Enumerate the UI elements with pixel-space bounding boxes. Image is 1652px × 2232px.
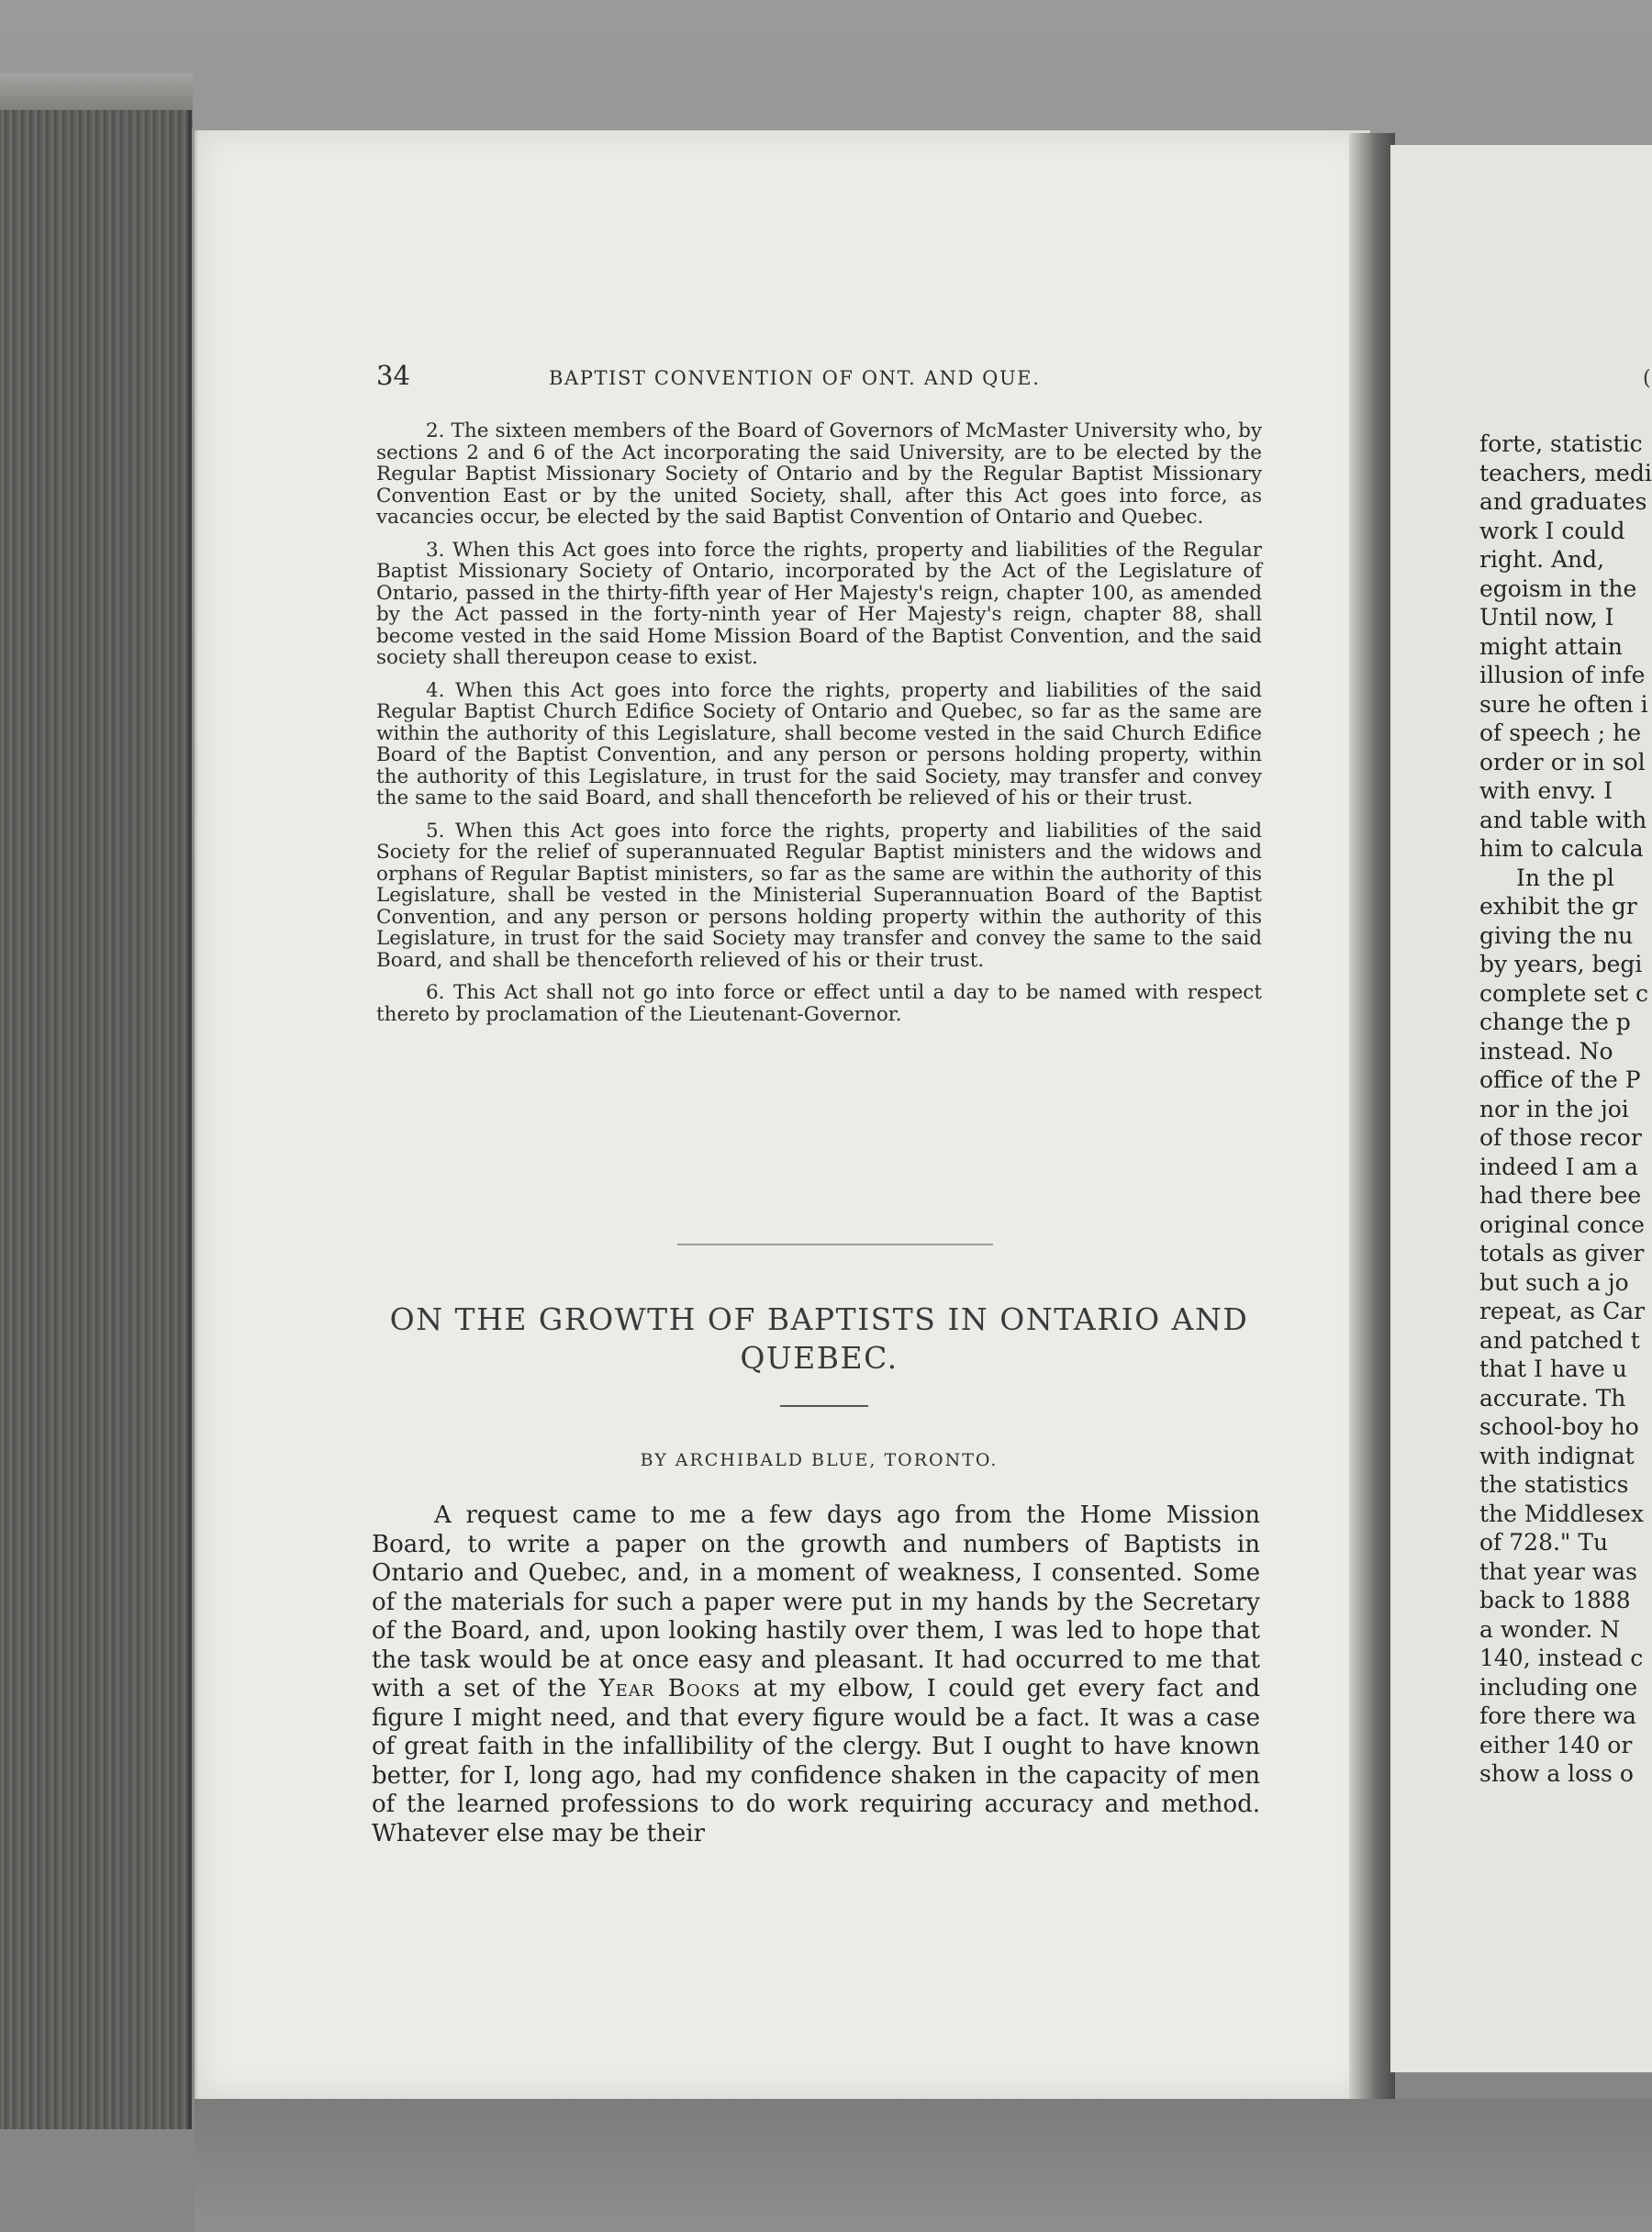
right-page-line: totals as giver [1479, 1240, 1645, 1267]
page-bottom-shadow [195, 2099, 1652, 2232]
right-page-line: original conce [1479, 1211, 1645, 1238]
right-page-line: a wonder. N [1479, 1615, 1621, 1643]
right-page-line: and patched t [1479, 1326, 1640, 1354]
act-section-4: 4. When this Act goes into force the rights, property and liabilities of the said Regular Baptist Church Edifice Society of Ontario and Quebec, so far as the same are within the authority of this Legislature, shall become vested in the said Church Edifice Board of the Baptist Convention, and any person or persons holding property, within the authority of this Legislature, in trust for the said Society, may transfer and convey the same to the said Board, and shall thenceforth be relieved of his or their trust. [376, 678, 1262, 809]
year-books-smallcaps: Year Books [598, 1675, 742, 1702]
right-page-line: 140, instead c [1479, 1645, 1644, 1671]
right-page-line: exhibit the gr [1479, 893, 1637, 920]
right-page-line: teachers, medi [1479, 459, 1652, 486]
right-page-line: of 728." Tu [1479, 1529, 1609, 1556]
article-paragraph [372, 1501, 1260, 1848]
act-section-6: 6. This Act shall not go into force or effect until a day to be named with respect thereto by proclamation of the Lieutenant-Governor. [376, 981, 1262, 1026]
running-head-title: BAPTIST CONVENTION OF ONT. AND QUE. [549, 367, 1041, 389]
act-section-3: 3. When this Act goes into force the rights, property and liabilities of the Regular Baptist Missionary Society of Ontario, incorporated by the Act of the Legislature of Ontario, passed in the thirty-fifth year of Her Majesty's reign, chapter 100, as amended by the Act passed in the forty-ninth year of Her Majesty's reign, chapter 88, shall become vested in the said Home Mission Board of the Baptist Convention, and the said society shall thereupon cease to exist. [376, 538, 1262, 669]
right-page-line: school-boy ho [1479, 1413, 1639, 1440]
act-sections [376, 420, 1262, 1036]
article-body [372, 1501, 1260, 1848]
article-title [372, 1300, 1267, 1378]
right-page-line: including one [1479, 1673, 1638, 1701]
right-page-line: might attain [1479, 632, 1623, 660]
right-page-line: by years, begi [1479, 951, 1643, 977]
right-page-line: the Middlesex [1479, 1500, 1645, 1527]
right-page-line: instead. No [1479, 1037, 1613, 1065]
right-page-line: change the p [1479, 1009, 1631, 1035]
right-page-line: order or in sol [1479, 748, 1646, 776]
section-divider [677, 1244, 993, 1245]
right-page-line: with indignat [1479, 1442, 1635, 1469]
page-number: 34 [376, 360, 410, 391]
right-page-line: of speech ; he [1479, 720, 1641, 746]
article-byline: BY ARCHIBALD BLUE, TORONTO. [640, 1450, 999, 1470]
act-section-2: 2. The sixteen members of the Board of Governors of McMaster University who, by sections 2 and 6 of the Act incorporating the said University, are to be elected by the Regular Baptist Missionary Society of Ontario and by the Regular Baptist Missionary Convention East or by the united Society, shall, after this Act goes into force, as vacancies occur, be elected by the said Baptist Convention of Ontario and Quebec. [376, 419, 1262, 529]
right-page-line: him to calcula [1479, 835, 1644, 862]
right-page-line: accurate. Th [1479, 1384, 1626, 1412]
article-title-line-1: ON THE GROWTH OF BAPTISTS IN ONTARIO AND [389, 1301, 1249, 1337]
right-page-line: with envy. I [1479, 777, 1613, 804]
right-page-line: egoism in the [1479, 575, 1637, 602]
title-divider [780, 1405, 868, 1407]
act-section-5: 5. When this Act goes into force the rights, property and liabilities of the said Society for the relief of superannuated Regular Baptist ministers and the widows and orphans of Regular Baptist ministers, so far as the same are within the authority of this Legislature, shall be vested in the Ministerial Superannuation Board of the Baptist Convention, and any person or persons holding property within the authority of this Legislature, in trust for the said Society may transfer and convey the same to the said Board, and shall be thenceforth relieved of his or their trust. [376, 819, 1262, 972]
right-page-line: repeat, as Car [1479, 1298, 1646, 1324]
right-page-line: giving the nu [1479, 921, 1634, 949]
right-page-running-head: ( [1643, 367, 1651, 390]
paragraph-text-1: A request came to me a few days ago from the Home Mission Board, to write a paper on the growth and numbers of Baptists in Ontario and Quebec, and, in a moment of weakness, I consented. Some of the materials for such a paper were put in my hands by the Secretary of the Board, and, upon looking hastily over them, I was led to hope that the task would be at once easy and pleasant. It had occurred to me that with a set of the [372, 1501, 1260, 1702]
right-page-line: back to 1888 [1479, 1587, 1631, 1613]
right-page-text [1479, 430, 1652, 1789]
book-gutter [1349, 133, 1395, 2102]
right-page-line: illusion of infe [1479, 662, 1646, 688]
right-page-line: and table with [1479, 806, 1647, 833]
right-page-line: office of the P [1479, 1066, 1641, 1093]
right-page-line: work I could [1479, 517, 1625, 544]
right-page-line: fore there wa [1479, 1702, 1636, 1729]
right-page-line: had there bee [1479, 1182, 1642, 1209]
right-page-line: indeed I am a [1479, 1153, 1638, 1180]
right-page-line: that I have u [1479, 1356, 1627, 1382]
right-page-line: and graduates [1479, 488, 1647, 515]
right-page-line: forte, statistic [1479, 430, 1643, 457]
right-page-line: In the pl [1516, 864, 1614, 891]
right-page-line: either 140 or [1479, 1731, 1633, 1758]
right-page-line: Until now, I [1479, 604, 1614, 631]
paragraph-text-2: at my elbow, I could get every fact and figure I might need, and that every figure would be a fact. It was a case of great faith in the infallibility of the clergy. But I ought to have known better, for I, long ago, had my confidence shaken in the capacity of men of the learned professions to do work requiring accuracy and method. Whatever else may be their [372, 1675, 1260, 1847]
right-page-line: right. And, [1479, 546, 1605, 573]
article-title-line-2: QUEBEC. [740, 1340, 899, 1376]
right-page-line: the statistics [1479, 1471, 1629, 1498]
right-page-line: but such a jo [1479, 1268, 1629, 1296]
right-page-line: show a loss o [1479, 1760, 1634, 1787]
book-page-edges [0, 110, 192, 2129]
right-page-line: of those recor [1479, 1124, 1642, 1151]
right-page-line: sure he often i [1479, 690, 1648, 718]
right-page-line: that year was [1479, 1557, 1637, 1585]
right-page-line: complete set c [1479, 979, 1648, 1007]
right-page-line: nor in the joi [1479, 1095, 1629, 1122]
